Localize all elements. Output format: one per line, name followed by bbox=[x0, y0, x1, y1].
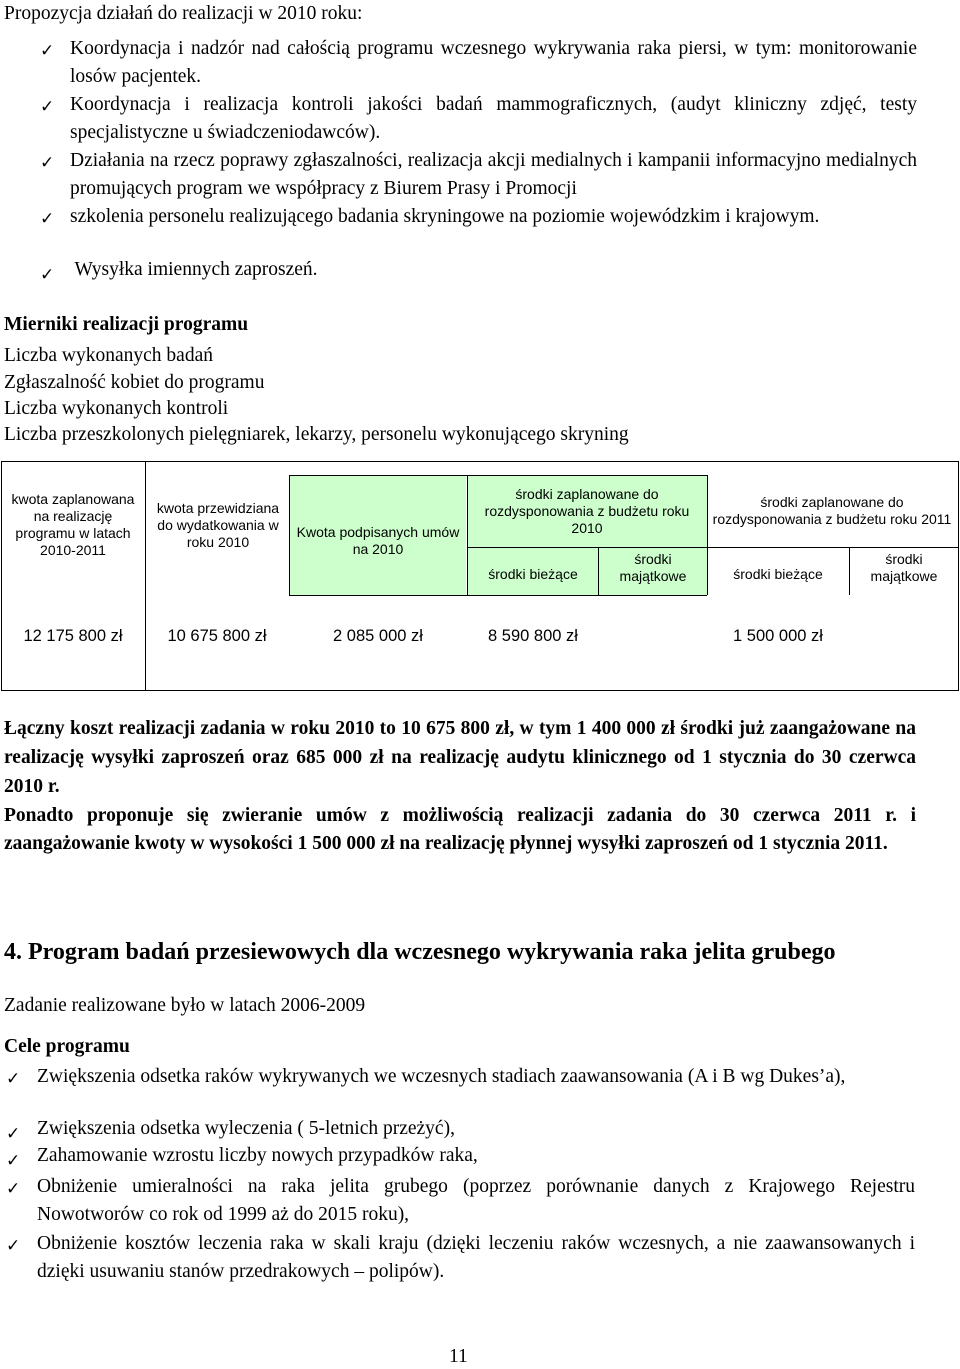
section4-title: 4. Program badań przesiewowych dla wczesnego wykrywania raka jelita grubego bbox=[4, 939, 836, 965]
section4-period: Zadanie realizowane było w latach 2006-2009 bbox=[4, 995, 366, 1016]
summary-contracts: Ponadto proponuje się zwieranie umów z możliwością realizacji zadania do 30 czerwca 2011 r. i zaangażowanie kwoty w wysokości 1 500 000 zł na realizację płynnej wysyłki zaproszeń od 1 stycznia 2011. bbox=[4, 805, 916, 854]
header-fixed-2010: środki majątkowe bbox=[619, 551, 687, 584]
value-contracts-2010: 2 085 000 zł bbox=[333, 626, 423, 645]
goals-heading: Cele programu bbox=[4, 1036, 130, 1057]
header-planned-amount: kwota zaplanowana na realizację programu w latach 2010-2011 bbox=[11, 491, 135, 558]
goal-3: Zahamowanie wzrostu liczby nowych przypadków raka, bbox=[37, 1145, 478, 1166]
header-contracts-2010: Kwota podpisanych umów na 2010 bbox=[296, 524, 460, 557]
check-icon: ✓ bbox=[40, 265, 55, 285]
measure-line-3: Liczba wykonanych kontroli bbox=[4, 398, 229, 419]
value-spending-2010: 10 675 800 zł bbox=[167, 626, 267, 645]
proposal-item-5: Wysyłka imiennych zaproszeń. bbox=[70, 259, 318, 280]
goal-2: Zwiększenia odsetka wyleczenia ( 5-letnich przeżyć), bbox=[37, 1118, 455, 1139]
header-spending-2010: kwota przewidziana do wydatkowania w roku 2010 bbox=[156, 499, 280, 550]
check-icon: ✓ bbox=[6, 1069, 21, 1089]
check-icon: ✓ bbox=[40, 97, 55, 117]
proposal-item-3: Działania na rzecz poprawy zgłaszalności, realizacja akcji medialnych i kampanii informacyjno medialnych promujących program we współpracy z Biurem Prasy i Promocji bbox=[70, 150, 917, 199]
check-icon: ✓ bbox=[6, 1236, 21, 1256]
check-icon: ✓ bbox=[6, 1124, 21, 1144]
measure-line-4: Liczba przeszkolonych pielęgniarek, lekarzy, personelu wykonującego skryning bbox=[4, 424, 629, 445]
summary-cost: Łączny koszt realizacji zadania w roku 2010 to 10 675 800 zł, w tym 1 400 000 zł środki już zaangażowane na realizację wysyłki zaproszeń oraz 685 000 zł na realizację audytu klinicznego od 1 stycznia do 30 czerwca 2010 r. bbox=[4, 718, 916, 797]
budget-table bbox=[1, 461, 959, 691]
goal-1: Zwiększenia odsetka raków wykrywanych we wczesnych stadiach zaawansowania (A i B wg Dukes’a), bbox=[37, 1066, 846, 1087]
header-funds-2010: środki zaplanowane do rozdysponowania z budżetu roku 2010 bbox=[484, 485, 690, 536]
goal-4: Obniżenie umieralności na raka jelita grubego (poprzez porównanie danych z Krajowego Rejestru Nowotworów co rok od 1999 aż do 2015 roku), bbox=[37, 1176, 915, 1225]
value-current-2011: 1 500 000 zł bbox=[733, 626, 823, 645]
header-current-2010: środki bieżące bbox=[488, 565, 578, 582]
header-fixed-2011: środki majątkowe bbox=[870, 551, 938, 584]
page-number: 11 bbox=[449, 1346, 468, 1367]
check-icon: ✓ bbox=[40, 41, 55, 61]
value-planned-amount: 12 175 800 zł bbox=[23, 626, 123, 645]
check-icon: ✓ bbox=[6, 1151, 21, 1171]
check-icon: ✓ bbox=[40, 153, 55, 173]
check-icon: ✓ bbox=[40, 209, 55, 229]
check-icon: ✓ bbox=[6, 1179, 21, 1199]
proposal-item-1: Koordynacja i nadzór nad całością programu wczesnego wykrywania raka piersi, w tym: monitorowanie losów pacjentek. bbox=[70, 38, 917, 87]
proposal-heading: Propozycja działań do realizacji w 2010 roku: bbox=[4, 3, 363, 24]
header-funds-2011: środki zaplanowane do rozdysponowania z budżetu roku 2011 bbox=[712, 494, 952, 527]
measure-line-2: Zgłaszalność kobiet do programu bbox=[4, 372, 265, 393]
header-current-2011: środki bieżące bbox=[733, 565, 823, 582]
value-current-2010: 8 590 800 zł bbox=[488, 626, 578, 645]
measures-heading: Mierniki realizacji programu bbox=[4, 314, 249, 335]
proposal-item-2: Koordynacja i realizacja kontroli jakości badań mammograficznych, (audyt kliniczny zdjęć, testy specjalistyczne u świadczeniodawców). bbox=[70, 94, 917, 143]
goal-5: Obniżenie kosztów leczenia raka w skali kraju (dzięki leczeniu raków wczesnych, a nie zaawansowanych i dzięki usuwaniu stanów przedrakowych – polipów). bbox=[37, 1233, 915, 1282]
measure-line-1: Liczba wykonanych badań bbox=[4, 345, 213, 366]
proposal-item-4: szkolenia personelu realizującego badania skryningowe na poziomie wojewódzkim i krajowym. bbox=[70, 206, 820, 227]
